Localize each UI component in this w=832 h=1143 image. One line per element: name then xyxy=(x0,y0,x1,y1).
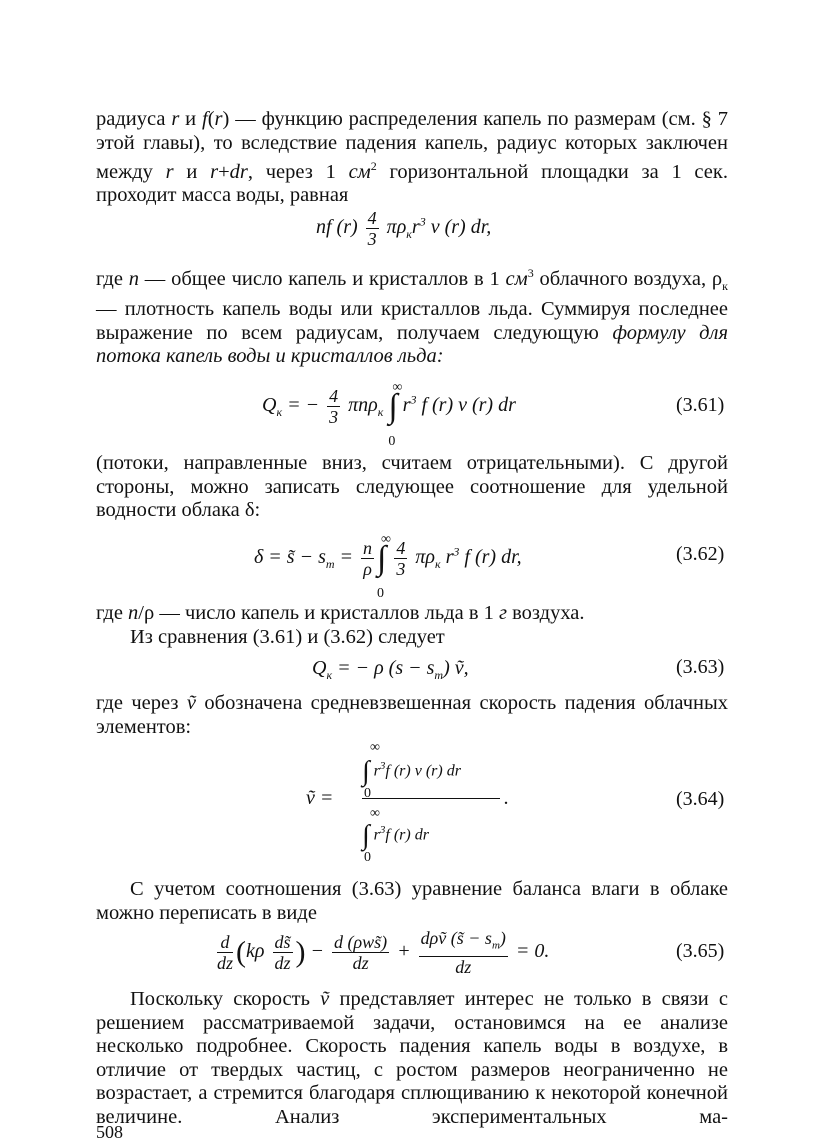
book-page: радиуса r и f(r) — функцию распределения капель по размерам (см. § 7 этой главы), то вследствие падения капель, радиус которых заключен между r и r+dr, через 1 $см^2$ горизонтальной площадки за 1 сек. проходит масса воды, равная nf (r) $\frac{4}{3}$ $\pi\rho_кr^3$ v (r) dr, где n — общее число капель и кристаллов в 1 $см^3$ облачного воздуха, $\rho_к$ — плотность капель воды или кристаллов льда. Суммируя последнее выражение по всем радиусам, получаем следующую формулу для потока капель воды и кристаллов льда: $Q_к$ = − $\frac{4}{3}$ πnρ$_к$ ∫ ∞ 0 $r^3$ f (r) v (r) dr (3.61) (потоки, направленные вниз, считаем отрицательными). С другой стороны, можно записать следующее соотношение для удельной водности облака δ: δ = s̃ − $s_m$ = $\frac{n}{\rho}$ ∫ ∞ 0 $\frac{4}{3}$ $\pi\rho_к$ $r^3$ f (r) dr, (3.62) где n/ρ — число капель и кристаллов льда в 1 г воздуха. Из сравнения (3.61) и (3.62) следует $Q_к$ = − ρ $(s - s_m)$ ṽ, (3.63) где через ṽ обозначена средневзвешенная скорость падения облачных элементов: ṽ = ∫ $r^3f$ (r) v (r) dr ∞ 0 . ∞ ∫ $r^3f$ (r) dr 0 (3.64) С учетом соотношения (3.63) уравнение баланса влаги в облаке можно переписать в виде $\frac{d}{dz}$ (kρ $\frac{ds̃}{dz}$ ) − $\frac{\text{d (ρws̃)}}{dz}$ + $\frac{d\rho ṽ (s̃ - s_m)}{dz}$ = 0. (3.65) Поскольку скорость ṽ представляет интерес не только в связи с решением рассматриваемой задачи, остановимся на ее анализе несколько подробнее. Скорость падения капель воды в воздухе, в отличие от твердых частиц, с ростом размеров неограниченно не возрастает, а стремится благодаря сплющиванию к некоторой конечной величине. Анализ экспериментальных ма- 508 xyxy=(96,108,729,1142)
equation-3-61: $Q_к$ = − $\frac{4}{3}$ πnρ$_к$ ∫ ∞ 0 $r^3$ f (r) v (r) dr xyxy=(262,379,516,449)
paragraph-8: Поскольку скорость ṽ представляет интерес не только в связи с решением рассматриваемой задачи, остановимся на ее анализе несколько подробнее. Скорость падения капель воды в воздухе, в отличие от твердых частиц, с ростом размеров неограниченно не возрастает, а стремится благодаря сплющиванию к некоторой конечной величине. Анализ экспериментальных ма- xyxy=(96,988,728,1128)
formula-mass: nf (r) $\frac{4}{3}$ $\pi\rho_кr^3$ v (r) dr, xyxy=(316,208,492,249)
eq-number-3-64: (3.64) xyxy=(676,788,725,810)
paragraph-6: где через ṽ обозначена средневзвешенная скорость падения облачных элементов: xyxy=(96,692,729,738)
paragraph-5: Из сравнения (3.61) и (3.62) следует xyxy=(130,626,445,648)
eq-number-3-61: (3.61) xyxy=(676,394,725,416)
paragraph-7: С учетом соотношения (3.63) уравнение баланса влаги в облаке можно переписать в виде xyxy=(96,878,728,924)
eq-number-3-65: (3.65) xyxy=(676,940,725,962)
equation-3-65: $\frac{d}{dz}$ (kρ $\frac{ds̃}{dz}$ ) − $\frac{\text{d (ρws̃)}}{dz}$ + $\frac{d\rho ṽ (s̃ - s_m)}{dz}$ = 0. xyxy=(217,928,550,977)
eq-number-3-62: (3.62) xyxy=(676,543,725,565)
eq-number-3-63: (3.63) xyxy=(676,656,725,678)
paragraph-1: радиуса r и f(r) — функцию распределения капель по размерам (см. § 7 этой главы), то вследствие падения капель, радиус которых заключен между r и r+dr, через 1 $см^2$ горизонтальной площадки за 1 сек. проходит масса воды, равная xyxy=(96,108,728,207)
page-number: 508 xyxy=(96,1122,123,1142)
paragraph-2: где n — общее число капель и кристаллов в 1 $см^3$ облачного воздуха, $\rho_к$ — плотность капель воды или кристаллов льда. Суммируя последнее выражение по всем радиусам, получаем следующую формулу для потока капель воды и кристаллов льда: xyxy=(96,266,729,368)
equation-3-62: δ = s̃ − $s_m$ = $\frac{n}{\rho}$ ∫ ∞ 0 $\frac{4}{3}$ $\pi\rho_к$ $r^3$ f (r) dr, xyxy=(254,531,522,601)
equation-3-63: $Q_к$ = − ρ $(s - s_m)$ ṽ, xyxy=(312,657,469,682)
paragraph-3: (потоки, направленные вниз, считаем отрицательными). С другой стороны, можно записать следующее соотношение для удельной водности облака δ: xyxy=(96,452,728,521)
paragraph-4: где n/ρ — число капель и кристаллов льда в 1 г воздуха. xyxy=(96,602,585,624)
